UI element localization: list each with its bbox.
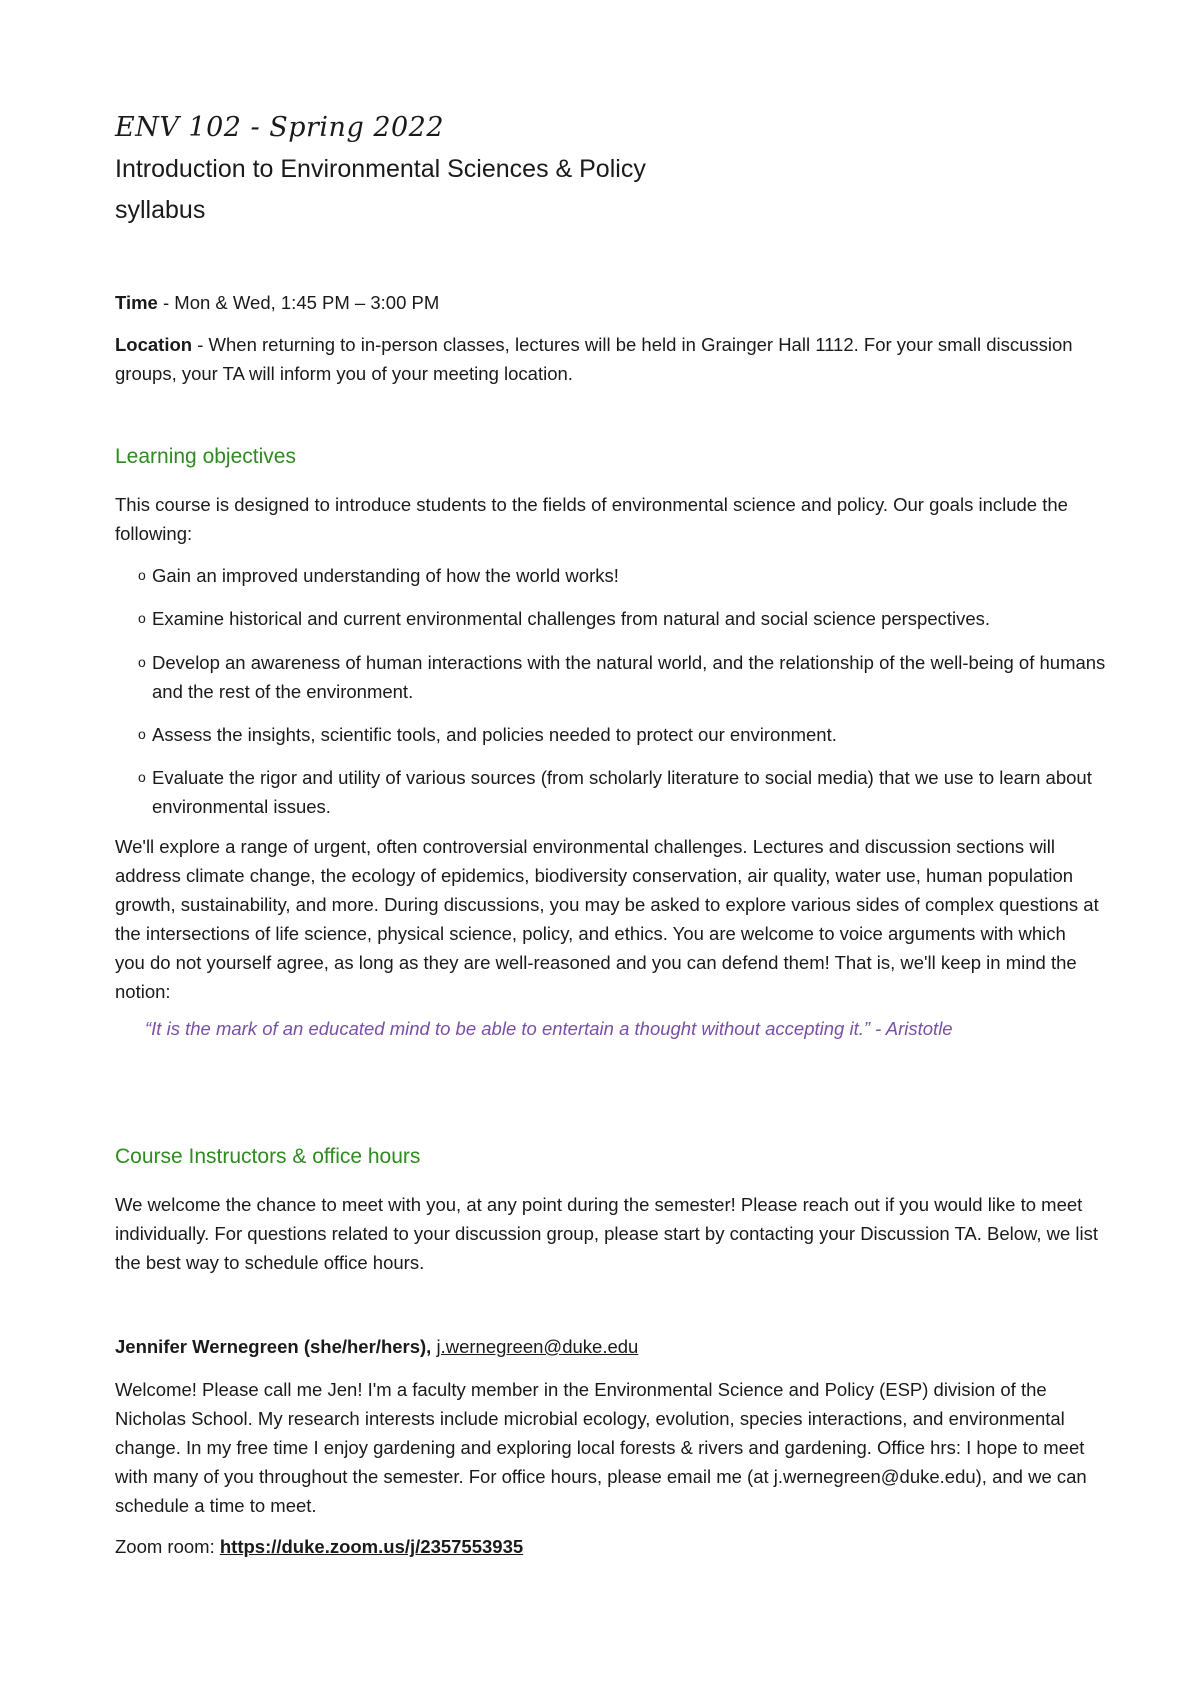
course-overview-paragraph: We'll explore a range of urgent, often controversial environmental challenges. Lectures and discussion sections will address climate change, the ecology of epidemics, biodiversity conservation, air quality, water use, human population growth, sustainability, and more. During discussions, you may be asked to explore various sides of complex questions at the intersections of life science, physical science, policy, and ethics. You are welcome to voice arguments with which you do not yourself agree, as long as they are well-reasoned and you can defend them! That is, we'll keep in mind the notion: xyxy=(115,836,1099,1002)
instructor-name-line xyxy=(115,1332,1105,1361)
zoom-room-link[interactable]: https://duke.zoom.us/j/2357553935 xyxy=(219,1536,524,1557)
objectives-intro: This course is designed to introduce students to the fields of environmental science and policy. Our goals include the following: xyxy=(115,494,1068,544)
objective-item: o Develop an awareness of human interactions with the natural world, and the relationship of the well-being of humans and the rest of the environment. xyxy=(138,648,1112,706)
objective-item: o Evaluate the rigor and utility of various sources (from scholarly literature to social media) that we use to learn about environmental issues. xyxy=(138,763,1112,821)
instructor-bio: Welcome! Please call me Jen! I'm a faculty member in the Environmental Science and Policy (ESP) division of the Nicholas School. My research interests include microbial ecology, evolution, species interactions, and environmental change. In my free time I enjoy gardening and exploring local forests & rivers and gardening. Office hrs: I hope to meet with many of you throughout the semester. For office hours, please email me (at j.wernegreen@duke.edu), and we can schedule a time to meet. xyxy=(115,1379,1087,1516)
time-label: Time xyxy=(115,292,158,313)
bullet-circle-icon: o xyxy=(138,769,146,785)
document-type: syllabus xyxy=(115,196,206,224)
learning-objectives-heading: Learning objectives xyxy=(115,445,296,468)
location-value: - When returning to in-person classes, lectures will be held in Grainger Hall 1112. For your small discussion groups, your TA will inform you of your meeting location. xyxy=(115,334,1073,384)
course-code-title: ENV 102 - Spring 2022 xyxy=(115,112,445,143)
instructor-email-link[interactable]: j.wernegreen@duke.edu xyxy=(436,1336,639,1357)
objective-item: o Assess the insights, scientific tools, and policies needed to protect our environment. xyxy=(138,720,1112,749)
objective-item: o Gain an improved understanding of how the world works! xyxy=(138,561,1112,590)
location-paragraph xyxy=(115,330,1075,388)
bullet-circle-icon: o xyxy=(138,610,146,626)
aristotle-quote: “It is the mark of an educated mind to be able to entertain a thought without accepting it.” - Aristotle xyxy=(145,1018,953,1039)
location-label: Location xyxy=(115,334,193,355)
time-line xyxy=(115,288,1105,317)
instructors-intro: We welcome the chance to meet with you, at any point during the semester! Please reach out if you would like to meet individually. For questions related to your discussion group, please start by contacting your Discussion TA. Below, we list the best way to schedule office hours. xyxy=(115,1194,1099,1273)
bullet-circle-icon: o xyxy=(138,726,146,742)
instructors-heading: Course Instructors & office hours xyxy=(115,1145,421,1168)
course-name: Introduction to Environmental Sciences & Policy xyxy=(115,155,646,183)
zoom-label: Zoom room: xyxy=(115,1536,220,1557)
bullet-circle-icon: o xyxy=(138,654,146,670)
objective-item: o Examine historical and current environmental challenges from natural and social science perspectives. xyxy=(138,604,1112,633)
time-value: - Mon & Wed, 1:45 PM – 3:00 PM xyxy=(157,292,440,313)
zoom-room-line xyxy=(115,1532,1105,1561)
bullet-circle-icon: o xyxy=(138,567,146,583)
instructor-name: Jennifer Wernegreen (she/her/hers), xyxy=(115,1336,432,1357)
